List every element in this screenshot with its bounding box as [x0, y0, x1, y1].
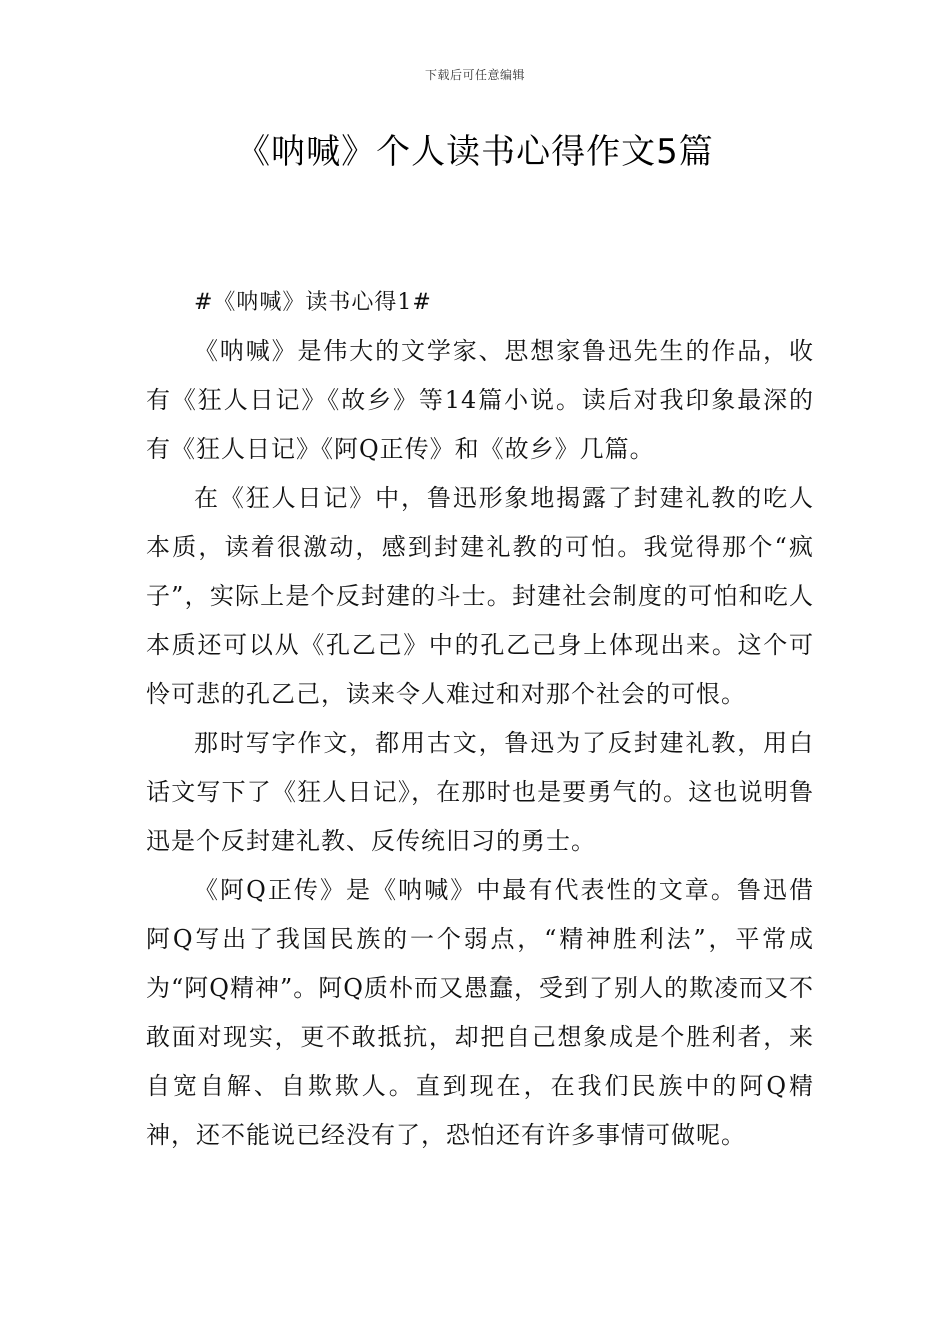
header-note: 下载后可任意编辑 — [424, 68, 525, 82]
paragraph: 那时写字作文，都用古文，鲁迅为了反封建礼教，用白话文写下了《狂人日记》，在那时也是要勇气的。这也说明鲁迅是个反封建礼教、反传统旧习的勇士。 — [146, 729, 814, 855]
section-heading: #《呐喊》读书心得1# — [194, 290, 432, 315]
paragraph: 《阿Q正传》是《呐喊》中最有代表性的文章。鲁迅借阿Q写出了我国民族的一个弱点，“精神胜利法”，平常成为“阿Q精神”。阿Q质朴而又愚蠢，受到了别人的欺凌而又不敢面对现实，更不敢抵抗，却把自己想象成是个胜利者，来自宽自解、自欺欺人。直到现在，在我们民族中的阿Q精神，还不能说已经没有了，恐怕还有许多事情可做呢。 — [146, 876, 814, 1149]
paragraph: 《呐喊》是伟大的文学家、思想家鲁迅先生的作品，收有《狂人日记》《故乡》等14篇小说。读后对我印象最深的有《狂人日记》《阿Q正传》和《故乡》几篇。 — [146, 337, 814, 463]
page-title: 《呐喊》个人读书心得作文5篇 — [236, 132, 714, 172]
paragraph: 在《狂人日记》中，鲁迅形象地揭露了封建礼教的吃人本质，读着很激动，感到封建礼教的可怕。我觉得那个“疯子”，实际上是个反封建的斗士。封建社会制度的可怕和吃人本质还可以从《孔乙己》中的孔乙己身上体现出来。这个可怜可悲的孔乙己，读来令人难过和对那个社会的可恨。 — [146, 484, 814, 708]
document-body — [146, 278, 814, 1160]
